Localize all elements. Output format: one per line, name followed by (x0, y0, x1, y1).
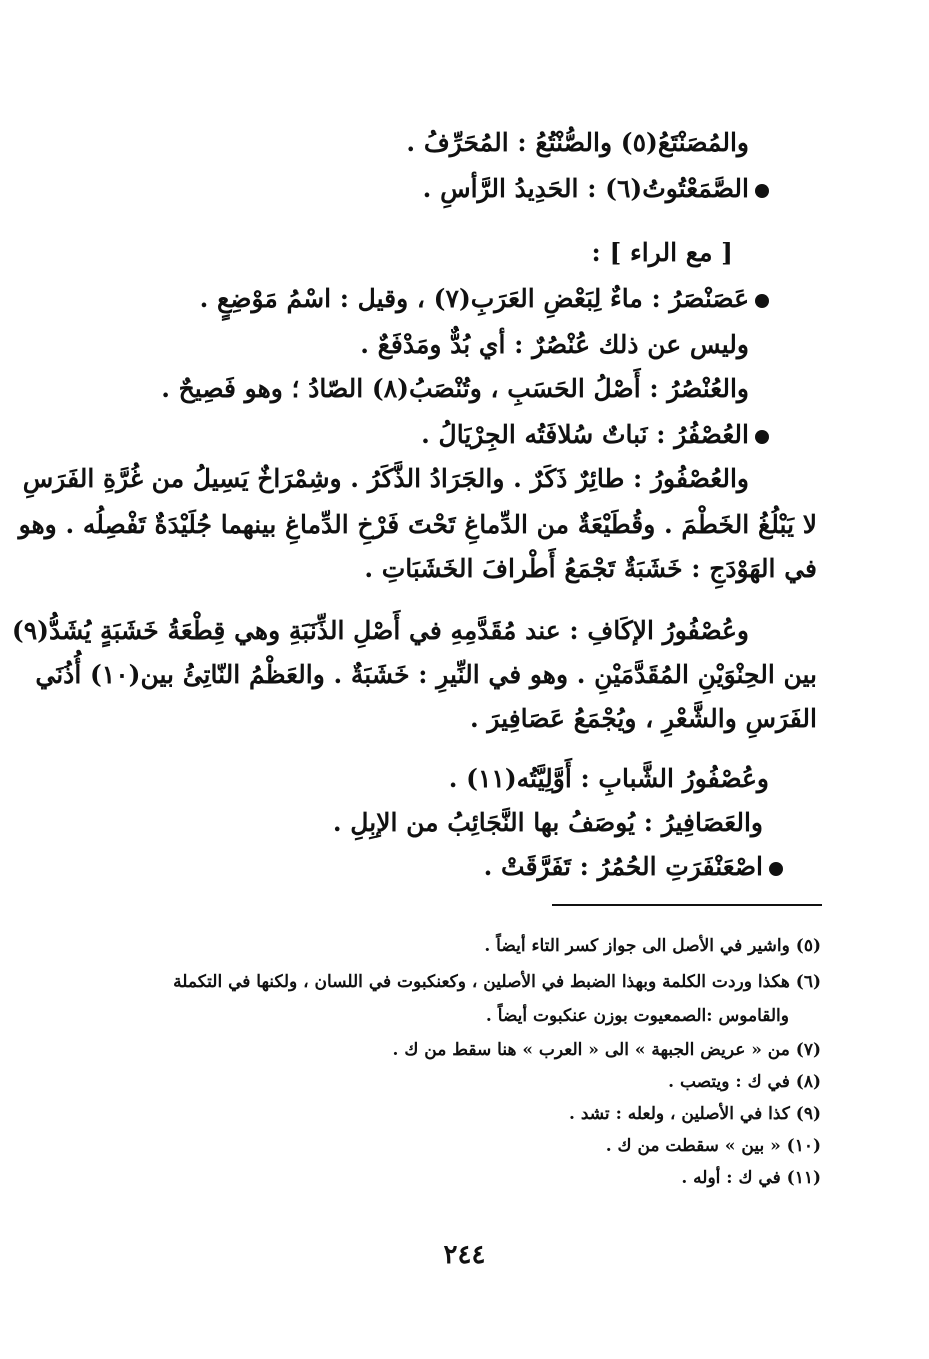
entry-line (35, 658, 817, 692)
entry-text: والعَصَافِيرُ : يُوصَفُ بها النَّجَائِبُ من الإبِلِ . (332, 808, 763, 837)
footnote-text: والقاموس :الصمعيوت بوزن عنكبوت أيضاً . (485, 1006, 789, 1026)
section-heading (592, 236, 733, 270)
footnote-text: (٩) كذا في الأصلين ، ولعله : تشد . (569, 1104, 821, 1124)
entry-line (161, 372, 749, 406)
footnote-text: (١٠) « بين » سقطت من ك . (605, 1136, 821, 1156)
page-number: ٢٤٤ (443, 1240, 486, 1270)
footnote (173, 970, 821, 994)
entry-text: وعُصْفُورُ الشَّبابِ : أَوَّلِيَّتُه(١١) . (448, 764, 769, 793)
footnote-text: (١١) في ك : أوله . (681, 1168, 821, 1188)
entry-text: بين الحِنْوَيْنِ المُقَدَّمَيْنِ . وهو في النِّيرِ : خَشَبَةٌ . والعَظْمُ النّاتِئُ بين(١٠) أُذُنَي (35, 660, 817, 689)
bullet-icon (755, 184, 769, 198)
entry-line (360, 328, 749, 362)
footnote (668, 1070, 821, 1094)
footnote-text: (٨) في ك : ويتصب . (668, 1072, 821, 1092)
entry-text: لا يَبْلُغُ الخَطْمَ . وقُطَيْعَةٌ من الدِّماغِ تَحْتَ فَرْخِ الدِّماغِ بينهما جُلَيْدَةٌ تَفْصِلُه . وهو (18, 510, 817, 539)
entry-line (19, 508, 817, 542)
footnote (393, 1038, 821, 1062)
entry-text: الصَّمَعْتُوتُ(٦) : الحَدِيدُ الرَّأسِ . (422, 174, 749, 203)
entry-line (406, 126, 749, 160)
entry-line (12, 614, 749, 648)
footnote (606, 1134, 821, 1158)
entry-text: وليس عن ذلك عُنْصُرٌ : أي بُدٌّ ومَدْفَعٌ . (360, 330, 749, 359)
entry-line (423, 172, 769, 206)
footnote-text: (٧) من « عريض الجبهة » الى « العرب » هنا سقط من ك . (392, 1040, 821, 1060)
entry-line (449, 762, 769, 796)
footnote (681, 1166, 821, 1190)
entry-text: في الهَوْدَجِ : خَشَبَةٌ تَجْمَعُ أَطْرافَ الخَشَبَاتِ . (364, 554, 817, 583)
entry-line (470, 702, 817, 736)
entry-text: الفَرَسِ والشَّعْرِ ، ويُجْمَعُ عَصَافِيرَ . (469, 704, 817, 733)
entry-text: والمُصَنْتَعُ(٥) والصُّنْتُعُ : المُحَرِّفُ . (406, 128, 749, 157)
entry-text: وعُصْفُورُ الإكَافِ : عند مُقَدَّمِهِ في أَصْلِ الذِّنَبَةِ وهي قِطْعَةُ خَشَبَةٍ يُشَدُّ(٩) (11, 616, 749, 645)
footnote-separator (552, 904, 822, 906)
bullet-icon (769, 862, 783, 876)
entry-text: والعُصْفُورُ : طائِرٌ ذَكَرٌ . والجَرَادُ الذَّكَرُ . وشِمْرَاخٌ يَسِيلُ من غُرَّةِ الفَرَسِ (22, 464, 749, 493)
footnote-text: (٦) هكذا وردت الكلمة وبهذا الضبط في الأصلين ، وكعنكبوت في اللسان ، ولكنها في التكملة (173, 972, 821, 992)
entry-line (23, 462, 749, 496)
entry-text: عَصَنْصَرُ : ماءٌ لِبَعْضِ العَرَبِ(٧) ، وقيل : اسْمُ مَوْضِعٍ . (199, 284, 749, 313)
footnote-text: (٥) واشير في الأصل الى جواز كسر التاء أيضاً . (484, 936, 821, 956)
footnote (569, 1102, 821, 1126)
entry-text: والعُنْصُرُ : أَصْلُ الحَسَبِ ، وتُنْصَبُ(٨) الصّادُ ؛ وهو فَصِيحٌ . (161, 374, 749, 403)
footnote (484, 934, 821, 958)
entry-line (421, 418, 769, 452)
entry-line (333, 806, 763, 840)
bullet-icon (755, 430, 769, 444)
footnote (486, 1004, 789, 1028)
entry-line (200, 282, 769, 316)
entry-text: اصْعَنْفَرَتِ الحُمُرُ : تَفَرَّقَتْ . (483, 852, 763, 881)
bullet-icon (755, 294, 769, 308)
entry-line (364, 552, 817, 586)
entry-line (484, 850, 783, 884)
entry-text: العُصْفُرُ : نَباتٌ سُلافَتُه الجِرْيَالُ . (421, 420, 749, 449)
heading-text: [ مع الراء ] : (591, 238, 733, 267)
